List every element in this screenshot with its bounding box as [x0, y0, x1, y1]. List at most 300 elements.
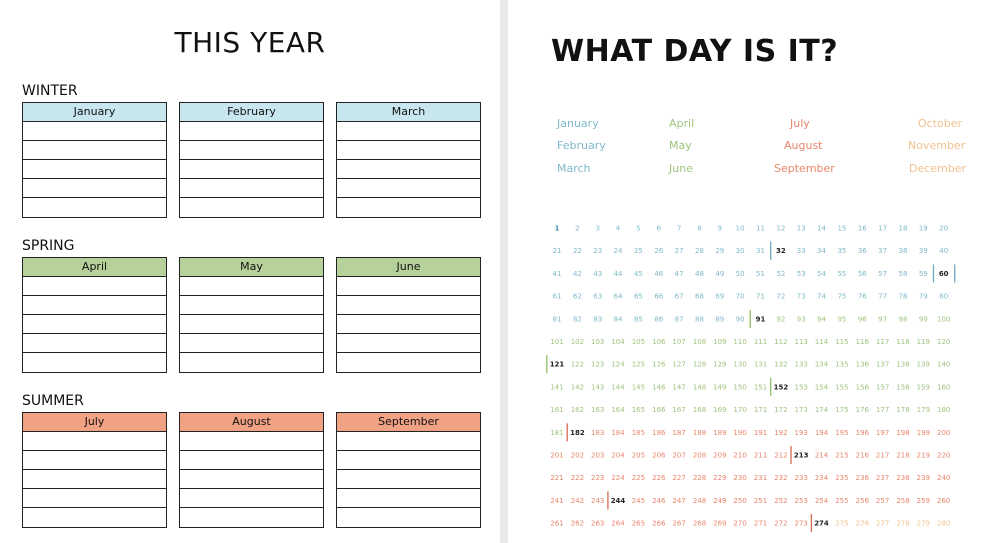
day-number: 268 — [692, 519, 707, 528]
day-number: 167 — [672, 406, 686, 415]
day-number: 23 — [593, 247, 603, 256]
day-number: 97 — [878, 315, 888, 324]
day-number: 171 — [753, 406, 768, 415]
day-number: 157 — [875, 383, 890, 392]
day-number: 162 — [570, 406, 585, 415]
day-number: 69 — [715, 292, 725, 301]
day-number: 107 — [672, 338, 686, 346]
season-label-spring: SPRING — [22, 238, 75, 254]
day-number: 174 — [814, 406, 829, 415]
day-number: 200 — [937, 428, 951, 437]
day-number: 235 — [835, 474, 849, 483]
month-header-june: June — [337, 258, 480, 277]
day-number: 280 — [937, 519, 951, 528]
day-number: 264 — [611, 519, 625, 528]
day-number: 227 — [672, 474, 686, 483]
day-number: 172 — [774, 406, 788, 415]
day-number-month-start: 32 — [776, 247, 786, 256]
day-number: 243 — [591, 496, 605, 505]
day-number: 95 — [837, 315, 847, 324]
day-number: 273 — [794, 519, 808, 528]
day-number: 217 — [875, 451, 890, 460]
season-label-summer: SUMMER — [22, 393, 84, 409]
day-number: 189 — [713, 428, 727, 437]
day-number: 13 — [796, 224, 806, 233]
day-number: 93 — [796, 315, 806, 324]
day-number: 276 — [855, 519, 869, 528]
day-number: 31 — [756, 247, 765, 256]
day-number: 188 — [692, 428, 707, 437]
day-number-month-start: 182 — [570, 428, 585, 437]
day-number: 126 — [652, 360, 666, 369]
day-number: 10 — [735, 224, 745, 233]
day-number: 256 — [855, 496, 869, 505]
day-number: 38 — [898, 247, 908, 256]
day-number: 220 — [937, 451, 951, 460]
day-number: 41 — [552, 269, 562, 278]
day-number: 164 — [611, 406, 625, 415]
day-number: 226 — [652, 474, 666, 483]
day-number: 266 — [652, 519, 666, 528]
day-number: 237 — [875, 474, 890, 483]
day-number: 134 — [814, 360, 829, 369]
day-number: 128 — [692, 360, 707, 369]
day-number: 14 — [817, 224, 826, 233]
day-number: 160 — [937, 383, 951, 392]
day-number: 117 — [875, 338, 890, 346]
legend-january: January — [557, 117, 599, 130]
day-number: 59 — [918, 269, 928, 278]
day-number: 199 — [916, 428, 930, 437]
day-number: 269 — [713, 519, 727, 528]
month-header-august: August — [180, 413, 323, 432]
day-number: 120 — [937, 338, 951, 346]
day-number: 252 — [774, 496, 788, 505]
day-number: 207 — [672, 451, 686, 460]
day-number: 20 — [939, 224, 949, 233]
day-number: 58 — [898, 269, 908, 278]
day-number: 53 — [796, 269, 806, 278]
day-number: 191 — [753, 428, 768, 437]
day-number: 149 — [713, 383, 727, 392]
day-number: 29 — [715, 247, 725, 256]
day-number: 103 — [591, 338, 605, 346]
day-number: 65 — [633, 292, 643, 301]
day-number-month-start: 274 — [814, 519, 829, 528]
day-number: 131 — [753, 360, 768, 369]
day-number: 3 — [595, 224, 600, 233]
day-number: 205 — [631, 451, 646, 460]
day-number: 62 — [572, 292, 582, 301]
day-number: 135 — [835, 360, 849, 369]
day-number: 186 — [652, 428, 666, 437]
day-number: 104 — [611, 338, 625, 346]
legend-july: July — [790, 117, 810, 130]
day-number: 241 — [550, 496, 564, 505]
day-number: 272 — [774, 519, 788, 528]
month-header-july: July — [23, 413, 166, 432]
day-number: 49 — [715, 269, 725, 278]
day-number: 137 — [875, 360, 890, 369]
day-number: 28 — [695, 247, 704, 256]
day-number: 63 — [593, 292, 603, 301]
day-number: 78 — [898, 292, 908, 301]
day-number: 111 — [753, 338, 768, 346]
day-number: 9 — [717, 224, 723, 233]
day-number: 231 — [753, 474, 768, 483]
day-number: 143 — [591, 383, 605, 392]
day-number: 27 — [674, 247, 684, 256]
day-number: 130 — [733, 360, 747, 369]
month-header-february: February — [180, 103, 323, 122]
day-number-month-start: 60 — [938, 269, 949, 278]
day-number: 211 — [753, 451, 768, 460]
day-number: 159 — [916, 383, 930, 392]
day-number: 82 — [572, 315, 582, 324]
day-number: 193 — [794, 428, 808, 437]
day-number: 265 — [631, 519, 646, 528]
day-number: 254 — [814, 496, 829, 505]
day-number: 170 — [733, 406, 747, 415]
legend-march: March — [557, 162, 591, 175]
day-number: 75 — [837, 292, 847, 301]
day-number: 239 — [916, 474, 930, 483]
day-number: 36 — [857, 247, 867, 256]
day-number: 84 — [613, 315, 623, 324]
day-number: 259 — [916, 496, 930, 505]
day-number: 215 — [835, 451, 849, 460]
day-number: 261 — [550, 519, 564, 528]
day-number: 85 — [633, 315, 643, 324]
day-number: 180 — [937, 406, 951, 415]
month-header-march: March — [337, 103, 480, 122]
day-number: 6 — [656, 224, 662, 233]
day-number: 176 — [855, 406, 869, 415]
day-number: 125 — [631, 360, 646, 369]
legend-august: August — [784, 139, 823, 152]
day-number: 253 — [794, 496, 808, 505]
day-number: 118 — [896, 338, 910, 346]
day-number: 158 — [896, 383, 910, 392]
day-number: 24 — [613, 247, 623, 256]
day-number: 16 — [857, 224, 867, 233]
day-number: 68 — [695, 292, 704, 301]
day-number: 202 — [570, 451, 585, 460]
day-number: 87 — [674, 315, 684, 324]
day-number: 67 — [674, 292, 684, 301]
day-number: 17 — [878, 224, 888, 233]
day-number: 232 — [774, 474, 788, 483]
day-number: 141 — [550, 383, 564, 392]
day-number: 47 — [674, 269, 684, 278]
day-number: 263 — [591, 519, 605, 528]
day-number: 209 — [713, 451, 727, 460]
day-number: 144 — [611, 383, 625, 392]
day-number: 43 — [593, 269, 603, 278]
day-number: 258 — [896, 496, 910, 505]
day-number: 112 — [774, 338, 788, 346]
day-number: 146 — [652, 383, 666, 392]
day-number: 150 — [733, 383, 747, 392]
day-number: 185 — [631, 428, 646, 437]
day-number: 228 — [692, 474, 707, 483]
day-number: 203 — [591, 451, 605, 460]
day-number: 148 — [692, 383, 707, 392]
day-number: 46 — [654, 269, 664, 278]
day-number: 173 — [794, 406, 808, 415]
day-number: 115 — [835, 338, 849, 346]
day-number: 108 — [692, 338, 707, 346]
day-number: 15 — [837, 224, 847, 233]
day-number: 224 — [611, 474, 625, 483]
day-number: 233 — [794, 474, 808, 483]
day-number: 81 — [552, 315, 562, 324]
day-number: 242 — [570, 496, 585, 505]
day-number: 100 — [937, 315, 951, 324]
day-number: 166 — [652, 406, 666, 415]
day-number: 229 — [713, 474, 727, 483]
day-number: 277 — [875, 519, 890, 528]
legend-october: October — [918, 117, 963, 130]
day-number: 80 — [939, 292, 949, 301]
day-number: 247 — [672, 496, 686, 505]
month-header-september: September — [337, 413, 480, 432]
day-number: 96 — [857, 315, 867, 324]
day-number: 11 — [756, 224, 765, 233]
day-number: 262 — [570, 519, 585, 528]
day-number: 12 — [776, 224, 786, 233]
day-number: 55 — [837, 269, 847, 278]
day-number: 145 — [631, 383, 646, 392]
day-number: 26 — [654, 247, 664, 256]
day-number: 156 — [855, 383, 869, 392]
day-number: 250 — [733, 496, 747, 505]
day-number: 127 — [672, 360, 686, 369]
day-number: 140 — [937, 360, 951, 369]
day-number: 90 — [735, 315, 745, 324]
day-number: 21 — [552, 247, 562, 256]
day-number: 39 — [918, 247, 928, 256]
day-number: 251 — [753, 496, 768, 505]
day-number: 184 — [611, 428, 625, 437]
day-number: 163 — [591, 406, 605, 415]
day-number-month-start: 91 — [755, 315, 766, 324]
day-number: 133 — [794, 360, 808, 369]
day-number: 151 — [753, 383, 768, 392]
day-number: 178 — [896, 406, 910, 415]
day-number: 34 — [817, 247, 826, 256]
day-number: 77 — [878, 292, 888, 301]
day-number: 155 — [835, 383, 849, 392]
day-number: 257 — [875, 496, 890, 505]
day-number: 86 — [654, 315, 664, 324]
day-number: 222 — [570, 474, 585, 483]
day-number: 37 — [878, 247, 888, 256]
day-number: 249 — [713, 496, 727, 505]
day-number: 260 — [937, 496, 951, 505]
day-number: 161 — [550, 406, 564, 415]
day-number: 89 — [715, 315, 725, 324]
day-number: 204 — [611, 451, 625, 460]
day-number: 225 — [631, 474, 646, 483]
day-number: 275 — [835, 519, 849, 528]
day-number: 142 — [570, 383, 585, 392]
day-number: 206 — [652, 451, 666, 460]
day-number: 177 — [875, 406, 890, 415]
day-number: 102 — [570, 338, 585, 346]
day-number: 216 — [855, 451, 869, 460]
day-number: 76 — [857, 292, 867, 301]
day-number: 74 — [817, 292, 826, 301]
day-number: 116 — [855, 338, 869, 346]
day-number: 169 — [713, 406, 727, 415]
day-number: 73 — [796, 292, 806, 301]
day-number: 138 — [896, 360, 910, 369]
day-number: 154 — [814, 383, 829, 392]
day-number: 147 — [672, 383, 686, 392]
day-number: 19 — [918, 224, 928, 233]
day-number-month-start: 152 — [773, 383, 789, 392]
day-number: 279 — [916, 519, 930, 528]
day-number: 187 — [672, 428, 686, 437]
day-number: 83 — [593, 315, 603, 324]
day-number: 139 — [916, 360, 930, 369]
legend-april: April — [669, 117, 695, 130]
day-number: 190 — [733, 428, 747, 437]
day-number: 179 — [916, 406, 930, 415]
day-number: 192 — [774, 428, 788, 437]
day-number: 124 — [611, 360, 625, 369]
day-number: 48 — [695, 269, 704, 278]
day-number: 51 — [756, 269, 765, 278]
page-title-what-day: WHAT DAY IS IT? — [551, 34, 839, 69]
legend-february: February — [557, 139, 606, 152]
day-number: 208 — [692, 451, 707, 460]
day-number: 165 — [631, 406, 646, 415]
day-number: 201 — [550, 451, 564, 460]
day-number: 132 — [774, 360, 788, 369]
day-number-month-start: 121 — [549, 360, 565, 369]
day-number: 248 — [692, 496, 707, 505]
day-number: 70 — [735, 292, 745, 301]
day-number: 270 — [733, 519, 747, 528]
day-number: 230 — [733, 474, 747, 483]
legend-september: September — [774, 162, 835, 175]
day-number: 195 — [835, 428, 849, 437]
day-number-month-start: 1 — [554, 224, 560, 233]
day-number: 181 — [550, 428, 564, 437]
day-number: 246 — [652, 496, 666, 505]
day-number: 66 — [654, 292, 664, 301]
day-number: 105 — [631, 338, 646, 346]
day-number: 30 — [735, 247, 745, 256]
day-number: 2 — [575, 224, 580, 233]
day-number: 196 — [855, 428, 869, 437]
day-number: 210 — [733, 451, 747, 460]
day-number: 61 — [552, 292, 562, 301]
day-number: 123 — [591, 360, 605, 369]
day-number: 122 — [570, 360, 585, 369]
day-number: 94 — [817, 315, 826, 324]
day-number: 106 — [652, 338, 666, 346]
day-number: 8 — [697, 224, 702, 233]
day-number: 136 — [855, 360, 869, 369]
day-number: 214 — [814, 451, 829, 460]
day-number: 5 — [636, 224, 641, 233]
month-header-may: May — [180, 258, 323, 277]
day-number: 129 — [713, 360, 727, 369]
day-number: 98 — [898, 315, 908, 324]
day-number: 236 — [855, 474, 869, 483]
day-number: 114 — [814, 338, 829, 346]
day-number: 35 — [837, 247, 847, 256]
day-number: 72 — [776, 292, 786, 301]
day-number: 101 — [550, 338, 564, 346]
day-number: 109 — [713, 338, 727, 346]
day-number: 99 — [918, 315, 928, 324]
day-number: 7 — [676, 224, 682, 233]
legend-june: June — [669, 162, 693, 175]
day-number: 223 — [591, 474, 605, 483]
day-number: 25 — [633, 247, 643, 256]
day-number-month-start: 244 — [610, 496, 626, 505]
day-number: 183 — [591, 428, 605, 437]
day-number: 54 — [817, 269, 826, 278]
day-number: 18 — [898, 224, 908, 233]
day-number: 245 — [631, 496, 646, 505]
day-number: 42 — [572, 269, 582, 278]
day-number: 267 — [672, 519, 686, 528]
day-number: 194 — [814, 428, 829, 437]
day-number: 218 — [896, 451, 910, 460]
day-number: 198 — [896, 428, 910, 437]
day-number: 22 — [572, 247, 582, 256]
day-number: 56 — [857, 269, 867, 278]
month-header-april: April — [23, 258, 166, 277]
day-number: 44 — [613, 269, 623, 278]
season-label-winter: WINTER — [22, 83, 78, 99]
day-number: 255 — [835, 496, 849, 505]
day-number: 234 — [814, 474, 829, 483]
month-header-january: January — [23, 103, 166, 122]
day-number: 4 — [615, 224, 621, 233]
day-number: 88 — [695, 315, 704, 324]
day-number: 153 — [794, 383, 808, 392]
day-number: 45 — [633, 269, 643, 278]
day-number-month-start: 213 — [793, 451, 809, 460]
day-number: 238 — [896, 474, 910, 483]
day-number: 168 — [692, 406, 707, 415]
day-number: 219 — [916, 451, 930, 460]
page-title-this-year: THIS YEAR — [174, 26, 326, 59]
day-number: 71 — [756, 292, 765, 301]
day-number: 110 — [733, 338, 747, 346]
legend-may: May — [669, 139, 692, 152]
legend-november: November — [908, 139, 966, 152]
day-number: 113 — [794, 338, 808, 346]
day-number: 40 — [939, 247, 949, 256]
day-number: 33 — [796, 247, 806, 256]
day-number: 278 — [896, 519, 910, 528]
day-number: 92 — [776, 315, 786, 324]
day-number: 52 — [776, 269, 786, 278]
day-number: 119 — [916, 338, 930, 346]
day-number: 271 — [753, 519, 768, 528]
day-number: 175 — [835, 406, 849, 415]
legend-december: December — [909, 162, 967, 175]
day-number: 221 — [550, 474, 564, 483]
day-number: 64 — [613, 292, 623, 301]
